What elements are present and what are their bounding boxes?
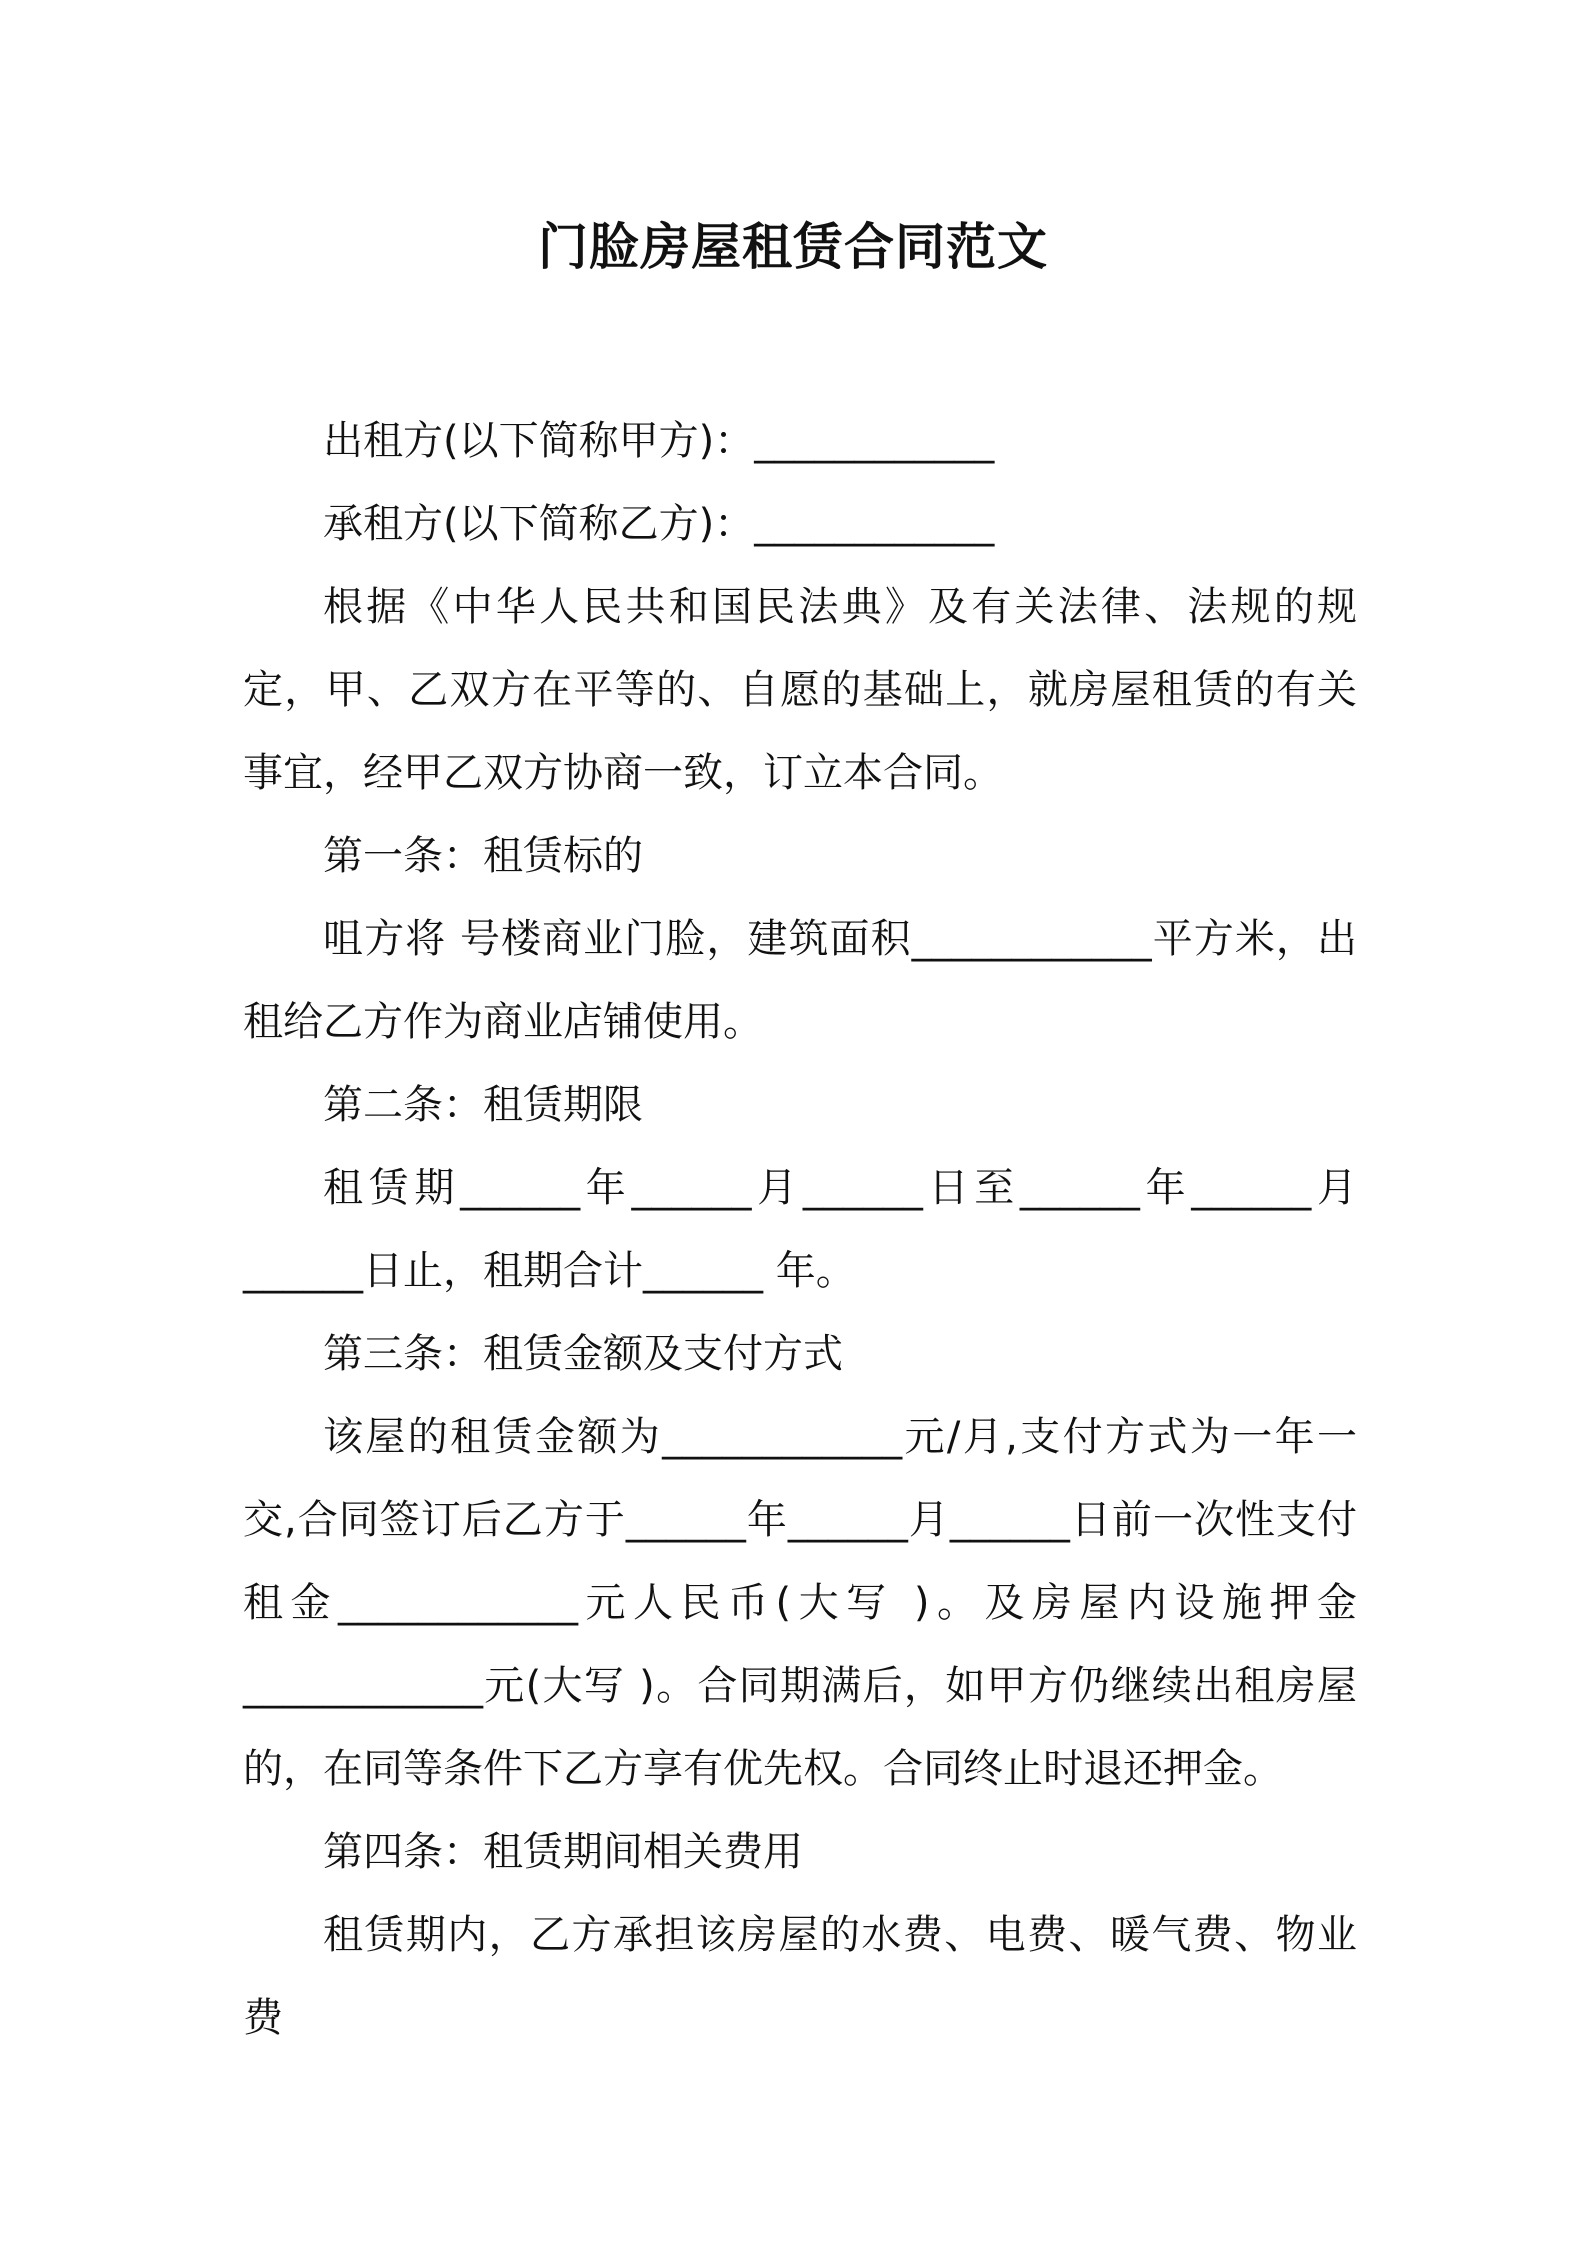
document-title: 门脸房屋租赁合同范文 bbox=[538, 218, 1048, 276]
document-body bbox=[243, 400, 1357, 2060]
preamble-paragraph: 根据《中华人民共和国民法典》及有关法律、法规的规定，甲、乙双方在平等的、自愿的基础上，就房屋租赁的有关事宜，经甲乙双方协商一致，订立本合同。 bbox=[243, 584, 1357, 796]
article-1-paragraph: 咀方将 号楼商业门脸，建筑面积____________平方米，出租给乙方作为商业店铺使用。 bbox=[243, 916, 1357, 1045]
article-2-paragraph: 租赁期______年______月______日至______年______月______日止，租期合计______ 年。 bbox=[243, 1165, 1357, 1294]
article-3-heading: 第三条：租赁金额及支付方式 bbox=[323, 1331, 843, 1377]
article-3-paragraph: 该屋的租赁金额为____________元/月,支付方式为一年一交,合同签订后乙方于______年______月______日前一次性支付租金____________元人民币(大写 )。及房屋内设施押金____________元(大写 )。合同期满后，如甲方仍继续出租房屋的，在同等条件下乙方享有优先权。合同终止时退还押金。 bbox=[243, 1414, 1357, 1792]
article-4-paragraph: 租赁期内，乙方承担该房屋的水费、电费、暖气费、物业费 bbox=[243, 1912, 1357, 2041]
article-2-heading: 第二条：租赁期限 bbox=[323, 1082, 643, 1128]
lessee-line: 承租方(以下简称乙方)：____________ bbox=[323, 501, 995, 547]
lessor-line: 出租方(以下简称甲方)：____________ bbox=[323, 418, 995, 464]
article-4-heading: 第四条：租赁期间相关费用 bbox=[323, 1829, 803, 1875]
article-1-heading: 第一条：租赁标的 bbox=[323, 833, 643, 879]
